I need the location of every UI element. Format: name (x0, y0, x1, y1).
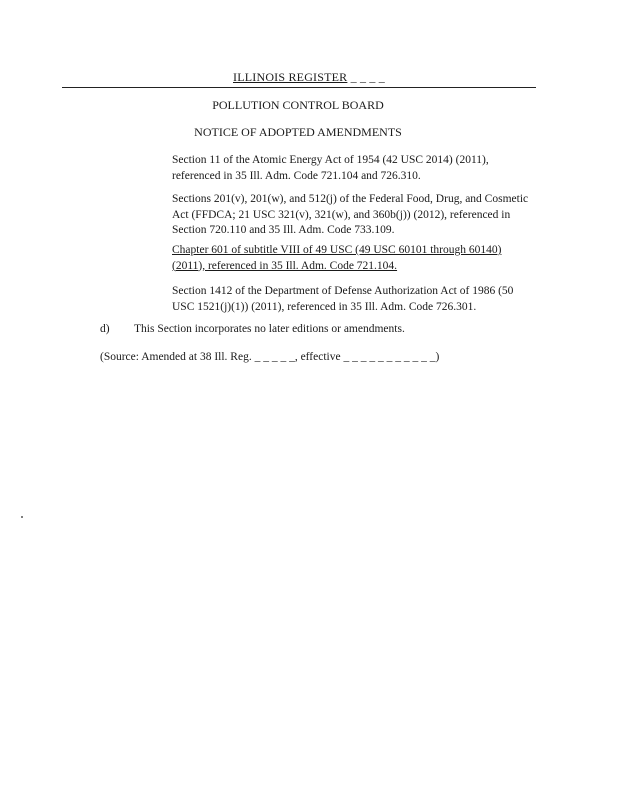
register-name: ILLINOIS REGISTER (233, 70, 348, 84)
header-rule (62, 87, 536, 88)
subsection-label: d) (100, 323, 110, 335)
register-blanks: _ _ _ _ (347, 70, 385, 84)
subsection-text: This Section incorporates no later editions or amendments. (134, 323, 405, 335)
citation-defense-authorization-act: Section 1412 of the Department of Defense Authorization Act of 1986 (50 USC 1521(j)(1)) (2011), referenced in 35 Ill. Adm. Code 726.301. (172, 285, 514, 313)
scan-speck (21, 516, 23, 518)
citation-atomic-energy-act: Section 11 of the Atomic Energy Act of 1954 (42 USC 2014) (2011), referenced in 35 Ill. Adm. Code 721.104 and 726.310. (172, 154, 489, 182)
notice-title: NOTICE OF ADOPTED AMENDMENTS (194, 125, 402, 139)
citation-ffdca: Sections 201(v), 201(w), and 512(j) of the Federal Food, Drug, and Cosmetic Act (FFDCA; 21 USC 321(v), 321(w), and 360b(j)) (2012), referenced in Section 720.110 and 35 Ill. Adm. Code 733.109. (172, 193, 529, 236)
board-title: POLLUTION CONTROL BOARD (212, 98, 384, 112)
source-note: (Source: Amended at 38 Ill. Reg. _ _ _ _ _, effective _ _ _ _ _ _ _ _ _ _ _) (100, 351, 440, 363)
citation-49-usc: Chapter 601 of subtitle VIII of 49 USC (49 USC 60101 through 60140) (2011), referenced in 35 Ill. Adm. Code 721.104. (172, 244, 502, 272)
register-title (0, 70, 618, 85)
